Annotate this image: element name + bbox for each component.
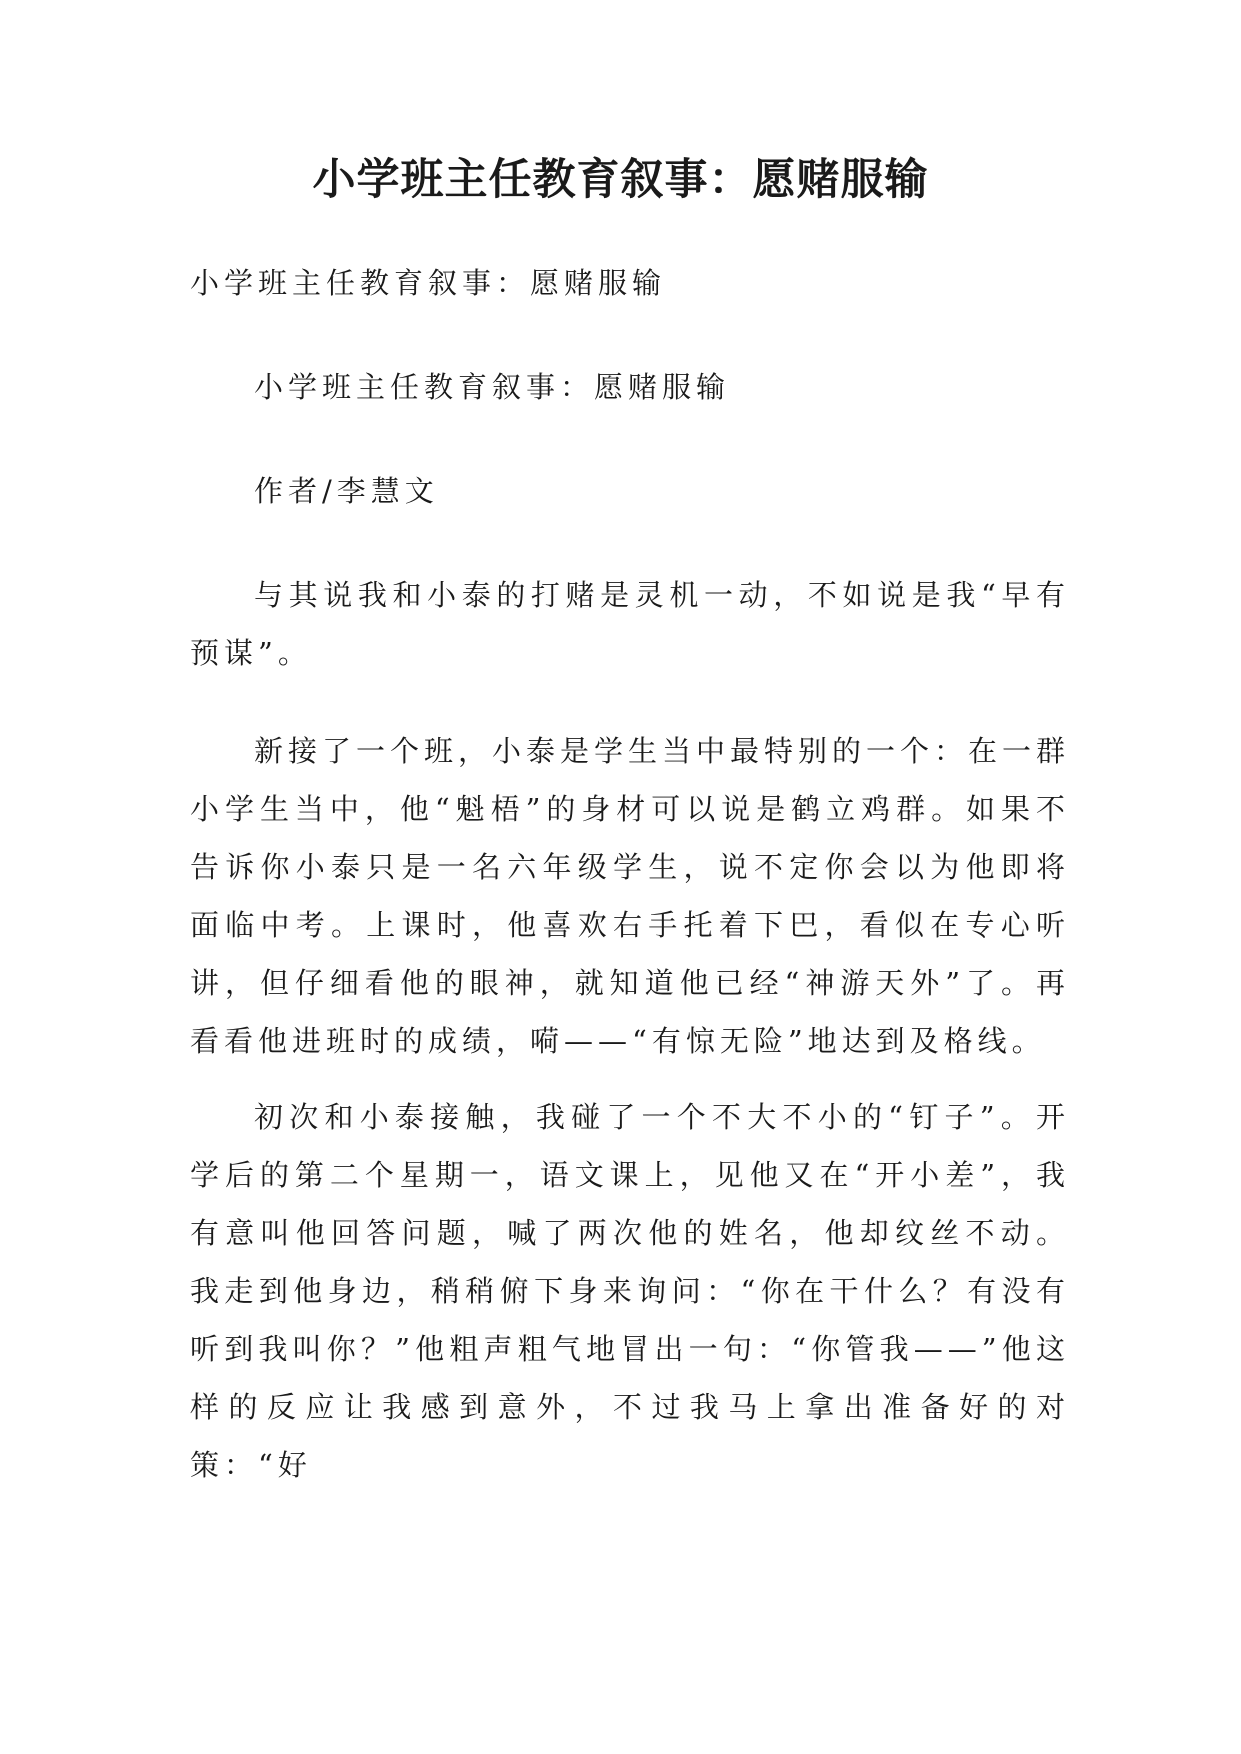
paragraph: 新接了一个班，小泰是学生当中最特别的一个：在一群小学生当中，他“魁梧”的身材可以说是鹤立鸡群。如果不告诉你小泰只是一名六年级学生，说不定你会以为他即将面临中考。上课时，他喜欢右手托着下巴，看似在专心听讲，但仔细看他的眼神，就知道他已经“神游天外”了。再看看他进班时的成绩，嗬——“有惊无险”地达到及格线。 [190, 734, 1071, 1058]
author-line: 作者/李慧文 [254, 474, 439, 508]
paragraph: 初次和小泰接触，我碰了一个不大不小的“钉子”。开学后的第二个星期一，语文课上，见他又在“开小差”，我有意叫他回答问题，喊了两次他的姓名，他却纹丝不动。我走到他身边，稍稍俯下身来询问：“你在干什么？有没有听到我叫你？”他粗声粗气地冒出一句：“你管我——”他这样的反应让我感到意外，不过我马上拿出准备好的对策：“好 [190, 1100, 1070, 1482]
document-title: 小学班主任教育叙事：愿赌服输 [312, 155, 929, 205]
article-title: 小学班主任教育叙事：愿赌服输 [254, 370, 731, 404]
subtitle-line: 小学班主任教育叙事：愿赌服输 [190, 266, 667, 300]
paragraph: 与其说我和小泰的打赌是灵机一动，不如说是我“早有预谋”。 [190, 578, 1070, 670]
